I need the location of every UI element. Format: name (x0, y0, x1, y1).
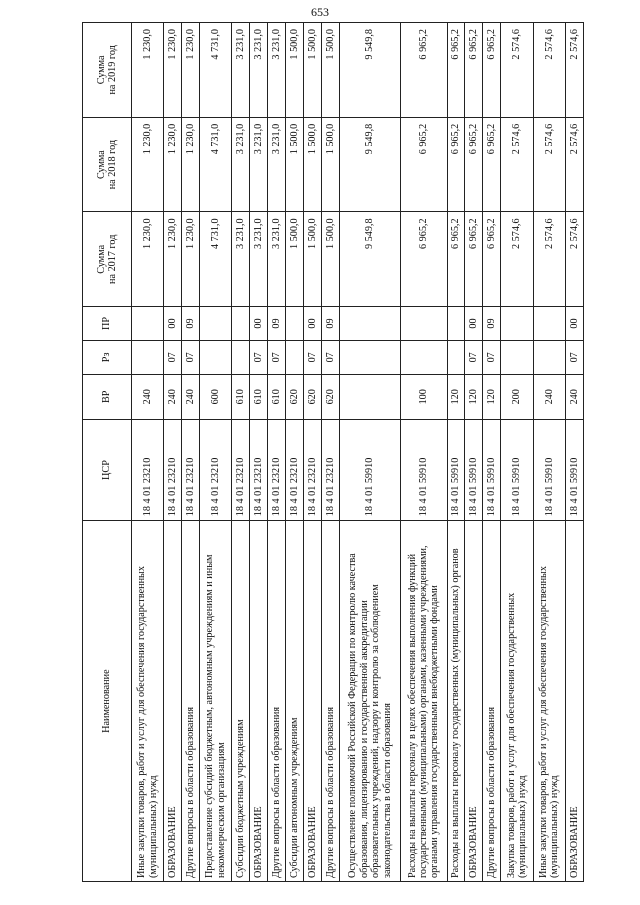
cell-sum-2018: 3 231,0 (250, 117, 268, 212)
cell-sum-2019: 6 965,2 (483, 23, 501, 118)
cell-sum-2018: 6 965,2 (465, 117, 483, 212)
cell-name: ОБРАЗОВАНИЕ (164, 521, 182, 882)
table-row (304, 23, 322, 882)
table-row (565, 23, 583, 882)
cell-sum-2019: 1 230,0 (132, 23, 164, 118)
header-sum-2017-line2: на 2017 год (107, 234, 118, 284)
table-row (401, 23, 447, 882)
cell-sum-2018: 1 230,0 (132, 117, 164, 212)
rotated-table-wrapper (82, 22, 584, 882)
cell-sum-2019: 6 965,2 (401, 23, 447, 118)
table-row (286, 23, 304, 882)
cell-sum-2017: 6 965,2 (447, 212, 465, 307)
table-row (501, 23, 533, 882)
cell-sum-2019: 3 231,0 (268, 23, 286, 118)
cell-csr: 18 4 01 59910 (501, 419, 533, 520)
cell-name: Осуществление полномочий Российской Федерации по контролю качества образования, лицензированию и государственной аккредитации образовательных учреждений, надзору и контролю за соблюдением законодательства в области образования (340, 521, 401, 882)
cell-pr (132, 307, 164, 341)
header-rz: Рз (83, 340, 132, 374)
table-row (483, 23, 501, 882)
cell-pr (401, 307, 447, 341)
cell-pr: 00 (164, 307, 182, 341)
page-number: 653 (311, 5, 329, 19)
cell-rz (501, 340, 533, 374)
table-row (533, 23, 565, 882)
cell-sum-2018: 1 500,0 (286, 117, 304, 212)
cell-vr: 200 (501, 374, 533, 419)
cell-vr: 600 (200, 374, 232, 419)
cell-pr (501, 307, 533, 341)
cell-sum-2018: 1 500,0 (322, 117, 340, 212)
cell-rz: 07 (483, 340, 501, 374)
cell-sum-2018: 6 965,2 (401, 117, 447, 212)
cell-csr: 18 4 01 23210 (232, 419, 250, 520)
cell-csr: 18 4 01 23210 (200, 419, 232, 520)
header-sum-2018-line1: Сумма (95, 150, 107, 180)
cell-sum-2018: 6 965,2 (447, 117, 465, 212)
cell-sum-2018: 9 549,8 (340, 117, 401, 212)
header-sum-2018-line2: на 2018 год (107, 139, 118, 190)
cell-csr: 18 4 01 23210 (304, 419, 322, 520)
cell-vr: 120 (447, 374, 465, 419)
cell-name: Закупка товаров, работ и услуг для обеспечения государственных (муниципальных) нужд (501, 521, 533, 882)
cell-pr: 00 (565, 307, 583, 341)
header-vr: ВР (83, 374, 132, 419)
cell-sum-2019: 3 231,0 (232, 23, 250, 118)
table-row (200, 23, 232, 882)
cell-sum-2017: 1 500,0 (322, 212, 340, 307)
cell-vr: 240 (182, 374, 200, 419)
table-row (232, 23, 250, 882)
cell-csr: 18 4 01 23210 (286, 419, 304, 520)
cell-name: Иные закупки товаров, работ и услуг для обеспечения государственных (муниципальных) нужд (533, 521, 565, 882)
cell-rz: 07 (304, 340, 322, 374)
header-pr: ПР (83, 307, 132, 341)
cell-csr: 18 4 01 59910 (483, 419, 501, 520)
cell-name: Другие вопросы в области образования (182, 521, 200, 882)
header-sum-2019-line1: Сумма (95, 55, 107, 85)
cell-sum-2017: 3 231,0 (250, 212, 268, 307)
cell-sum-2019: 9 549,8 (340, 23, 401, 118)
cell-rz: 07 (565, 340, 583, 374)
cell-sum-2019: 3 231,0 (250, 23, 268, 118)
cell-sum-2017: 2 574,6 (533, 212, 565, 307)
table-row (340, 23, 401, 882)
cell-name: Иные закупки товаров, работ и услуг для обеспечения государственных (муниципальных) нужд (132, 521, 164, 882)
cell-sum-2019: 2 574,6 (533, 23, 565, 118)
cell-sum-2019: 1 500,0 (322, 23, 340, 118)
cell-rz (132, 340, 164, 374)
cell-sum-2019: 6 965,2 (447, 23, 465, 118)
cell-pr: 09 (483, 307, 501, 341)
cell-sum-2018: 1 500,0 (304, 117, 322, 212)
cell-sum-2017: 1 500,0 (304, 212, 322, 307)
cell-name: ОБРАЗОВАНИЕ (465, 521, 483, 882)
cell-rz (533, 340, 565, 374)
header-sum-2019 (83, 23, 132, 118)
cell-sum-2017: 2 574,6 (565, 212, 583, 307)
cell-sum-2018: 2 574,6 (501, 117, 533, 212)
cell-vr: 610 (268, 374, 286, 419)
cell-csr: 18 4 01 59910 (565, 419, 583, 520)
table-row (250, 23, 268, 882)
table-row (447, 23, 465, 882)
cell-csr: 18 4 01 23210 (322, 419, 340, 520)
cell-pr: 09 (322, 307, 340, 341)
cell-name: Расходы на выплаты персоналу государственных (муниципальных) органов (447, 521, 465, 882)
cell-sum-2017: 9 549,8 (340, 212, 401, 307)
table-row (465, 23, 483, 882)
table-row (182, 23, 200, 882)
cell-csr: 18 4 01 23210 (132, 419, 164, 520)
cell-csr: 18 4 01 23210 (164, 419, 182, 520)
cell-rz (232, 340, 250, 374)
cell-name: Другие вопросы в области образования (483, 521, 501, 882)
cell-pr (447, 307, 465, 341)
cell-vr: 120 (483, 374, 501, 419)
cell-pr (286, 307, 304, 341)
table-row (268, 23, 286, 882)
cell-pr: 09 (182, 307, 200, 341)
cell-sum-2017: 2 574,6 (501, 212, 533, 307)
cell-csr: 18 4 01 23210 (250, 419, 268, 520)
cell-vr: 240 (565, 374, 583, 419)
cell-pr: 00 (465, 307, 483, 341)
cell-rz: 07 (322, 340, 340, 374)
cell-vr (340, 374, 401, 419)
cell-csr: 18 4 01 23210 (268, 419, 286, 520)
table-row (322, 23, 340, 882)
cell-csr: 18 4 01 59910 (340, 419, 401, 520)
cell-sum-2019: 4 731,0 (200, 23, 232, 118)
cell-sum-2018: 2 574,6 (533, 117, 565, 212)
cell-name: Другие вопросы в области образования (268, 521, 286, 882)
cell-pr: 09 (268, 307, 286, 341)
cell-vr: 610 (232, 374, 250, 419)
cell-name: ОБРАЗОВАНИЕ (304, 521, 322, 882)
header-sum-2018 (83, 117, 132, 212)
cell-pr (340, 307, 401, 341)
cell-csr: 18 4 01 59910 (401, 419, 447, 520)
cell-sum-2017: 4 731,0 (200, 212, 232, 307)
cell-csr: 18 4 01 59910 (465, 419, 483, 520)
cell-sum-2019: 6 965,2 (465, 23, 483, 118)
cell-sum-2017: 6 965,2 (483, 212, 501, 307)
cell-name: Расходы на выплаты персоналу в целях обеспечения выполнения функций государственными (муниципальными) органами, казенными учреждениями, органами управления государственными внебюджетными фондами (401, 521, 447, 882)
cell-sum-2018: 1 230,0 (164, 117, 182, 212)
cell-sum-2019: 1 500,0 (304, 23, 322, 118)
cell-sum-2019: 2 574,6 (565, 23, 583, 118)
cell-vr: 240 (533, 374, 565, 419)
cell-rz (286, 340, 304, 374)
cell-sum-2019: 2 574,6 (501, 23, 533, 118)
table-header-row (83, 23, 132, 882)
cell-vr: 620 (286, 374, 304, 419)
cell-vr: 240 (164, 374, 182, 419)
cell-csr: 18 4 01 59910 (447, 419, 465, 520)
cell-vr: 610 (250, 374, 268, 419)
header-csr: ЦСР (83, 419, 132, 520)
cell-name: ОБРАЗОВАНИЕ (250, 521, 268, 882)
cell-rz: 07 (182, 340, 200, 374)
cell-sum-2019: 1 500,0 (286, 23, 304, 118)
cell-sum-2018: 2 574,6 (565, 117, 583, 212)
cell-rz (200, 340, 232, 374)
table-body (132, 23, 584, 882)
header-sum-2019-line2: на 2019 год (107, 45, 118, 95)
cell-rz: 07 (164, 340, 182, 374)
cell-sum-2017: 3 231,0 (232, 212, 250, 307)
header-sum-2017 (83, 212, 132, 307)
cell-name: Предоставление субсидий бюджетным, автономным учреждениям и иным некоммерческим организациям (200, 521, 232, 882)
cell-rz: 07 (268, 340, 286, 374)
cell-csr: 18 4 01 59910 (533, 419, 565, 520)
cell-csr: 18 4 01 23210 (182, 419, 200, 520)
cell-sum-2019: 1 230,0 (164, 23, 182, 118)
cell-rz (401, 340, 447, 374)
cell-sum-2018: 3 231,0 (232, 117, 250, 212)
cell-vr: 100 (401, 374, 447, 419)
cell-name: Другие вопросы в области образования (322, 521, 340, 882)
cell-vr: 240 (132, 374, 164, 419)
budget-table (82, 22, 584, 882)
header-name: Наименование (83, 521, 132, 882)
cell-sum-2017: 1 230,0 (164, 212, 182, 307)
cell-pr (533, 307, 565, 341)
cell-vr: 620 (322, 374, 340, 419)
cell-sum-2019: 1 230,0 (182, 23, 200, 118)
cell-sum-2018: 6 965,2 (483, 117, 501, 212)
cell-pr: 00 (304, 307, 322, 341)
cell-pr (232, 307, 250, 341)
table-row (132, 23, 164, 882)
cell-sum-2017: 1 230,0 (132, 212, 164, 307)
cell-vr: 620 (304, 374, 322, 419)
cell-sum-2018: 3 231,0 (268, 117, 286, 212)
cell-name: ОБРАЗОВАНИЕ (565, 521, 583, 882)
cell-rz (447, 340, 465, 374)
cell-vr: 120 (465, 374, 483, 419)
cell-sum-2018: 1 230,0 (182, 117, 200, 212)
cell-rz: 07 (465, 340, 483, 374)
cell-name: Субсидии бюджетным учреждениям (232, 521, 250, 882)
cell-rz (340, 340, 401, 374)
cell-sum-2017: 1 230,0 (182, 212, 200, 307)
table-row (164, 23, 182, 882)
cell-sum-2017: 3 231,0 (268, 212, 286, 307)
cell-sum-2017: 6 965,2 (401, 212, 447, 307)
cell-name: Субсидии автономным учреждениям (286, 521, 304, 882)
cell-pr (200, 307, 232, 341)
cell-sum-2018: 4 731,0 (200, 117, 232, 212)
cell-sum-2017: 6 965,2 (465, 212, 483, 307)
cell-rz: 07 (250, 340, 268, 374)
cell-pr: 00 (250, 307, 268, 341)
header-sum-2017-line1: Сумма (95, 244, 107, 274)
cell-sum-2017: 1 500,0 (286, 212, 304, 307)
